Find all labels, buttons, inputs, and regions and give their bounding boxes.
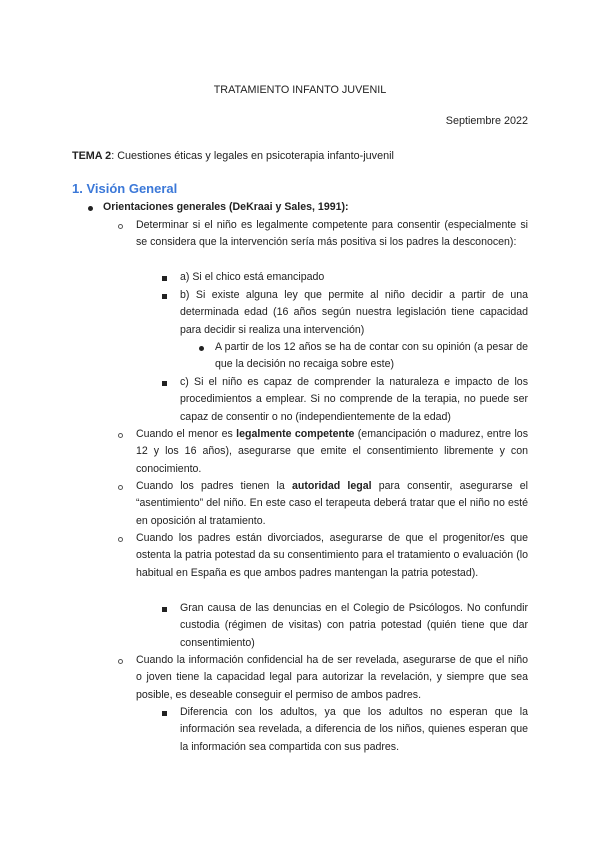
bullet-circle-icon: [118, 433, 123, 438]
item-padres-pre: Cuando los padres tienen la: [136, 480, 292, 492]
item-padres-post: para consentir, asegurarse el “asentimiento” del niño. En este caso el terapeuta deberá tratar que el niño no esté en oposición al tratamiento.: [136, 480, 528, 527]
bullet-disc-icon: [88, 206, 93, 211]
document-date: Septiembre 2022: [445, 115, 528, 127]
document-title: TRATAMIENTO INFANTO JUVENIL: [213, 84, 387, 96]
item-confidencial: Cuando la información confidencial ha de ser revelada, asegurarse de que el niño o joven tiene la capacidad legal para autorizar la revelación, y siempre que sea posible, es deseable conseguir el permiso de ambos padres.: [136, 654, 528, 701]
item-divorciados: Cuando los padres están divorciados, asegurarse de que el progenitor/es que ostenta la patria potestad da su consentimiento para el tratamiento o evaluación (lo habitual en España es que ambos padres mantengan la patria potestad).: [136, 532, 528, 579]
section-heading: 1. Visión General: [72, 181, 178, 196]
bullet-circle-icon: [118, 659, 123, 664]
bullet-square-icon: [162, 711, 167, 716]
sub-item-c: c) Si el niño es capaz de comprender la naturaleza e impacto de los procedimientos a emplear. Si no comprende de la terapia, no puede ser capaz de consentir o no (independientemente de la edad): [180, 376, 528, 423]
item-determinar: Determinar si el niño es legalmente competente para consentir (especialmente si se considera que la intervención sería más positiva si los padres la desconocen):: [136, 219, 528, 249]
l1-heading: Orientaciones generales (DeKraai y Sales, 1991):: [103, 201, 349, 213]
bullet-square-icon: [162, 276, 167, 281]
sub-item-b: b) Si existe alguna ley que permite al niño decidir a partir de una determinada edad (16 años según nuestra legislación tiene capacidad para decidir si realiza una intervención): [180, 289, 528, 336]
topic-line: [72, 150, 394, 162]
bullet-circle-icon: [118, 224, 123, 229]
bullet-square-icon: [162, 381, 167, 386]
topic-label: TEMA 2: [72, 150, 112, 162]
sub-item-b-detail: A partir de los 12 años se ha de contar con su opinión (a pesar de que la decisión no recaiga sobre este): [215, 341, 528, 371]
sub-item-a: a) Si el chico está emancipado: [180, 271, 325, 283]
bullet-square-icon: [162, 294, 167, 299]
item-padres-bold: autoridad legal: [291, 480, 372, 492]
topic-text: : Cuestiones éticas y legales en psicoterapia infanto-juvenil: [111, 150, 394, 162]
item-menor: [136, 426, 528, 478]
item-menor-bold: legalmente competente: [236, 428, 355, 440]
bullet-circle-icon: [118, 485, 123, 490]
sub-item-denuncias: Gran causa de las denuncias en el Colegio de Psicólogos. No confundir custodia (régimen de visitas) con patria potestad (quién tiene que dar consentimiento): [180, 602, 528, 649]
bullet-disc-icon: [199, 346, 204, 351]
bullet-square-icon: [162, 607, 167, 612]
bullet-circle-icon: [118, 537, 123, 542]
item-padres: [136, 478, 528, 530]
sub-item-adultos: Diferencia con los adultos, ya que los adultos no esperan que la información sea revelada, a diferencia de los niños, quienes esperan que la información sea compartida con sus padres.: [180, 706, 528, 753]
item-menor-post: (emancipación o madurez, entre los 12 y los 16 años), asegurarse que emite el consentimiento libremente y con conocimiento.: [136, 428, 528, 475]
item-menor-pre: Cuando el menor es: [136, 428, 237, 440]
